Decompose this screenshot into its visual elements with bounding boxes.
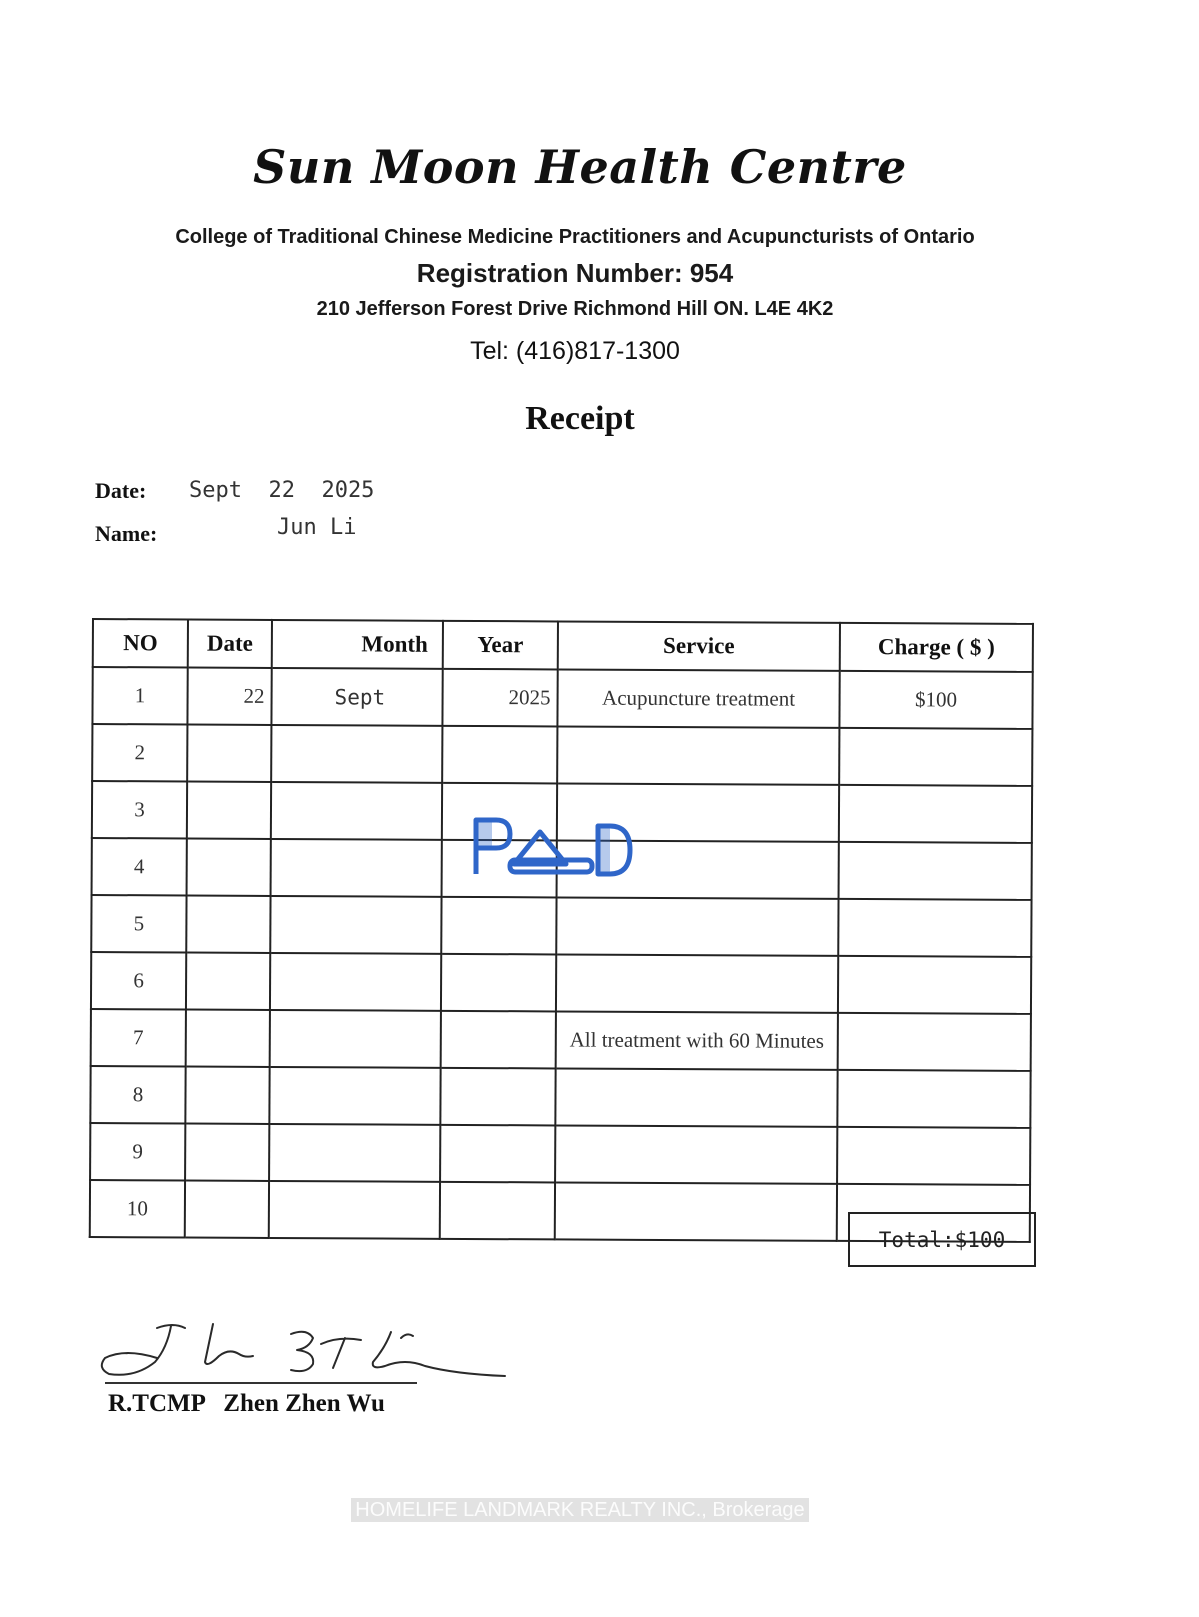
col-header-no: NO — [93, 619, 188, 667]
clinic-address: 210 Jefferson Forest Drive Richmond Hill ON. L4E 4K2 — [316, 298, 834, 320]
row-no: 7 — [91, 1009, 186, 1066]
row-service — [555, 1182, 837, 1240]
row-year — [440, 1068, 555, 1126]
row-year — [441, 897, 556, 955]
table-row — [91, 895, 1031, 957]
table-row — [92, 667, 1032, 729]
row-no: 3 — [92, 781, 187, 838]
row-service — [557, 726, 839, 784]
row-month — [271, 725, 442, 783]
row-service — [555, 1068, 837, 1126]
col-header-charge: Charge ( $ ) — [840, 623, 1033, 672]
row-no: 6 — [91, 952, 186, 1009]
row-no: 4 — [92, 838, 187, 895]
row-no: 9 — [90, 1123, 185, 1180]
row-no: 2 — [92, 724, 187, 781]
receipt-title: Receipt — [525, 400, 635, 437]
row-year — [441, 1011, 556, 1069]
row-month — [271, 782, 442, 840]
table-row — [92, 724, 1032, 786]
signature — [95, 1318, 515, 1396]
col-header-date: Date — [188, 620, 272, 668]
row-charge — [838, 956, 1031, 1014]
date-value: Sept 22 2025 — [189, 478, 375, 503]
row-service — [556, 954, 838, 1012]
row-date — [187, 725, 271, 782]
row-year — [440, 1125, 555, 1183]
table-header-row — [93, 619, 1033, 672]
row-month — [270, 953, 441, 1011]
row-year — [440, 1182, 555, 1240]
row-charge — [838, 899, 1031, 957]
row-date — [185, 1066, 269, 1123]
row-date — [186, 952, 270, 1009]
signer-name: R.TCMP Zhen Zhen Wu — [108, 1390, 385, 1417]
table-row — [90, 1066, 1030, 1128]
watermark-text: HOMELIFE LANDMARK REALTY INC., Brokerage — [351, 1498, 808, 1522]
clinic-name: Sun Moon Health Centre — [253, 140, 907, 194]
row-charge: $100 — [839, 671, 1032, 729]
row-service — [556, 897, 838, 955]
row-charge — [839, 728, 1032, 786]
row-charge — [838, 1013, 1031, 1071]
row-date — [185, 1180, 269, 1237]
name-value: Jun Li — [277, 515, 357, 540]
row-date — [186, 1009, 270, 1066]
row-date — [187, 782, 271, 839]
row-service: Acupuncture treatment — [557, 669, 839, 727]
row-year — [442, 726, 557, 784]
table-row — [91, 952, 1031, 1014]
row-charge — [839, 842, 1032, 900]
registration-number: Registration Number: 954 — [416, 258, 734, 288]
name-label: Name: — [95, 521, 158, 546]
row-service — [555, 1125, 837, 1183]
table-row — [91, 1009, 1031, 1071]
row-date — [186, 895, 270, 952]
row-charge — [839, 785, 1032, 843]
row-month — [269, 1124, 440, 1182]
col-header-year: Year — [443, 621, 558, 670]
row-month — [270, 1010, 441, 1068]
row-no: 5 — [91, 895, 186, 952]
row-month — [270, 896, 441, 954]
signature-line — [105, 1382, 417, 1384]
services-table — [89, 618, 1034, 1243]
col-header-month: Month — [272, 620, 443, 669]
row-month — [271, 839, 442, 897]
row-month — [269, 1067, 440, 1125]
row-month — [269, 1181, 440, 1239]
row-date — [187, 838, 271, 895]
col-header-service: Service — [558, 621, 840, 670]
row-no: 10 — [90, 1180, 185, 1237]
paid-stamp — [470, 812, 638, 882]
row-charge — [837, 1070, 1030, 1128]
row-charge — [837, 1127, 1030, 1185]
row-year: 2025 — [442, 669, 557, 727]
row-date — [185, 1123, 269, 1180]
row-month: Sept — [271, 668, 442, 726]
watermark — [0, 1499, 1160, 1522]
total-amount: Total:$100 — [848, 1212, 1036, 1267]
table-row — [90, 1123, 1030, 1185]
row-no: 8 — [90, 1066, 185, 1123]
row-no: 1 — [92, 667, 187, 724]
college-name: College of Traditional Chinese Medicine Practitioners and Acupuncturists of Ontario — [175, 226, 975, 248]
date-label: Date: — [95, 478, 147, 503]
row-year — [441, 954, 556, 1012]
row-service: All treatment with 60 Minutes — [556, 1011, 838, 1069]
row-date: 22 — [187, 668, 271, 725]
clinic-phone: Tel: (416)817-1300 — [470, 337, 680, 365]
